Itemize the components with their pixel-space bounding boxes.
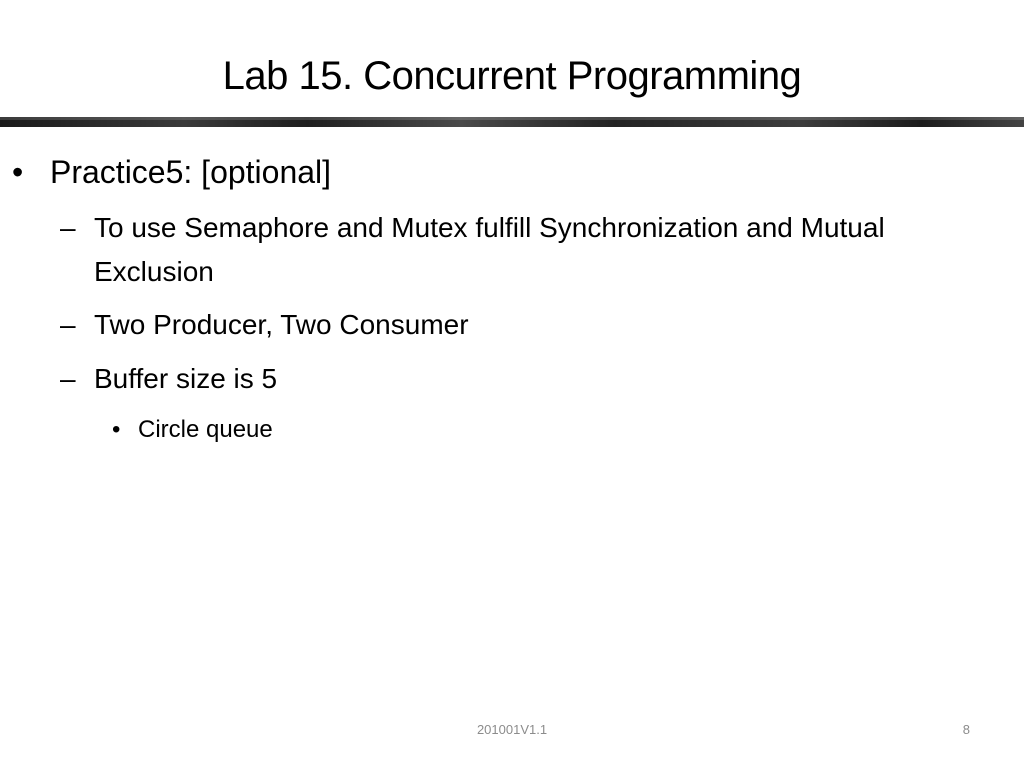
dash-marker: – [60,363,76,394]
dash-marker: – [60,212,76,243]
sub-bullet-buffer-size [60,357,960,401]
bullet-marker: • [112,416,121,443]
sub-bullet-text: Two Producer, Two Consumer [94,309,469,340]
slide-title: Lab 15. Concurrent Programming [222,54,802,98]
sub-bullet-text: Buffer size is 5 [94,363,278,394]
bullet-marker: • [12,154,24,190]
dash-marker: – [60,309,76,340]
slide-number: 8 [962,722,970,737]
sub-bullet-producer-consumer [60,303,960,347]
title-divider-bar [0,117,1024,127]
bullet-practice5 [12,150,331,194]
bullet-text: Practice5: [optional] [50,154,332,190]
sub-sub-bullet-text: Circle queue [138,416,273,443]
sub-bullet-semaphore-mutex [60,206,960,294]
sub-sub-bullet-circle-queue [112,412,273,448]
sub-bullet-text: To use Semaphore and Mutex fulfill Synchronization and Mutual Exclusion [94,212,885,287]
footer-version: 201001V1.1 [476,722,548,737]
